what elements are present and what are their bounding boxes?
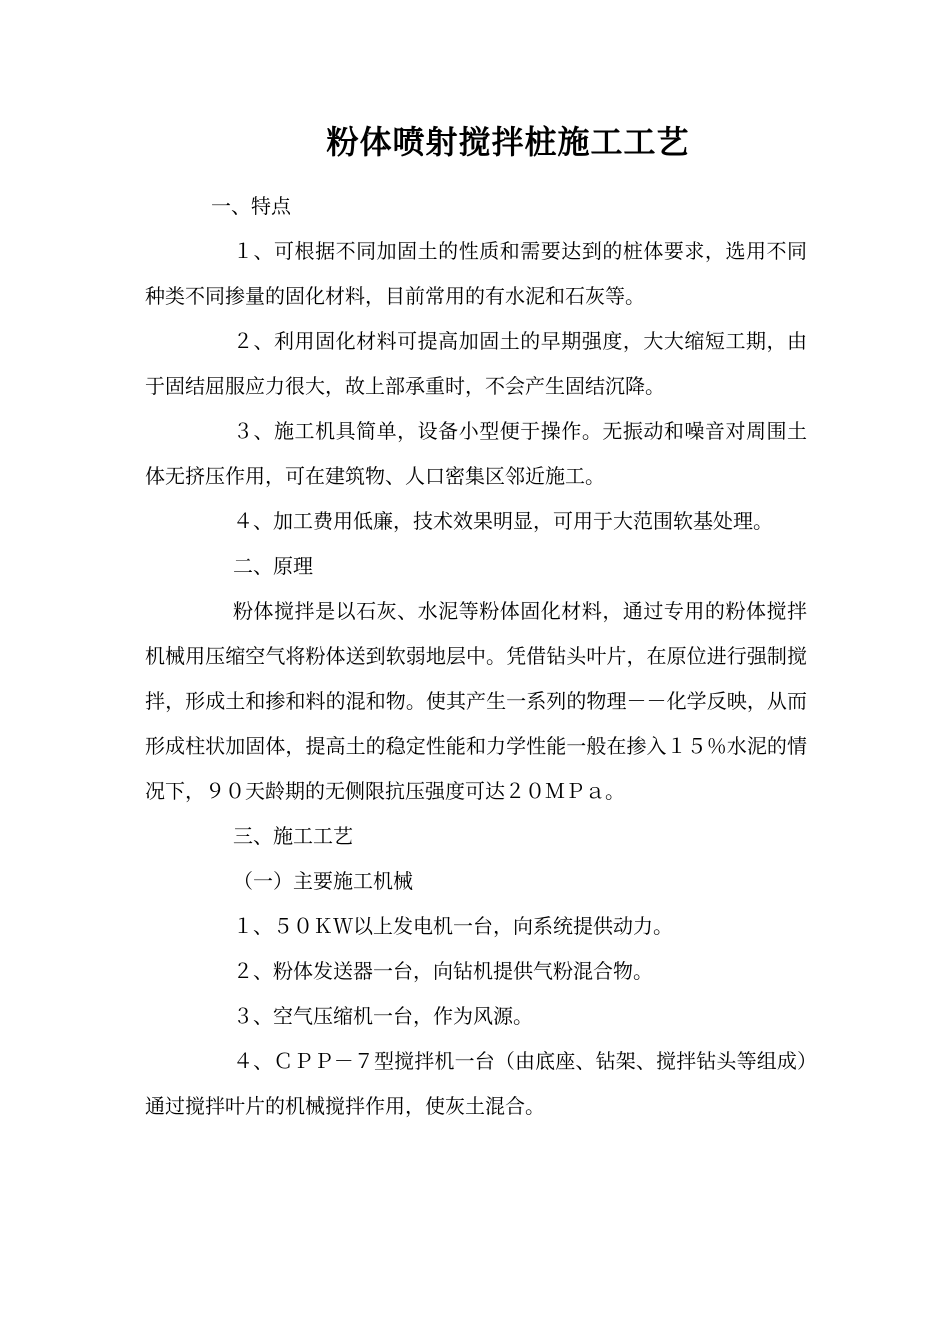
section-heading-features: 一、特点 xyxy=(211,194,291,218)
machinery-item-4: ４、ＣＰＰ－７型搅拌机一台（由底座、钻架、搅拌钻头等组成）通过搅拌叶片的机械搅拌作用，使灰土混合。 xyxy=(145,1049,807,1118)
document-body xyxy=(145,184,807,1129)
feature-item-4: ４、加工费用低廉，技术效果明显，可用于大范围软基处理。 xyxy=(233,509,773,533)
section-heading-principle: 二、原理 xyxy=(233,554,313,578)
machinery-item-3: ３、空气压缩机一台，作为风源。 xyxy=(233,1004,533,1028)
machinery-item-1: １、５０ＫＷ以上发电机一台，向系统提供动力。 xyxy=(233,914,673,938)
subsection-heading-machinery: （一）主要施工机械 xyxy=(233,869,413,893)
feature-item-1: １、可根据不同加固土的性质和需要达到的桩体要求，选用不同种类不同掺量的固化材料，目前常用的有水泥和石灰等。 xyxy=(145,239,807,308)
section-heading-process: 三、施工工艺 xyxy=(233,824,353,848)
feature-item-3: ３、施工机具简单，设备小型便于操作。无振动和噪音对周围土体无挤压作用，可在建筑物、人口密集区邻近施工。 xyxy=(145,419,807,488)
principle-paragraph: 粉体搅拌是以石灰、水泥等粉体固化材料，通过专用的粉体搅拌机械用压缩空气将粉体送到软弱地层中。凭借钻头叶片，在原位进行强制搅拌，形成土和掺和料的混和物。使其产生一系列的物理－－化学反映，从而形成柱状加固体，提高土的稳定性能和力学性能一般在掺入１５％水泥的情况下，９０天龄期的无侧限抗压强度可达２０ＭＰａ。 xyxy=(145,599,807,803)
machinery-item-2: ２、粉体发送器一台，向钻机提供气粉混合物。 xyxy=(233,959,653,983)
document-title: 粉体喷射搅拌桩施工工艺 xyxy=(326,123,690,161)
feature-item-2: ２、利用固化材料可提高加固土的早期强度，大大缩短工期，由于固结屈服应力很大，故上部承重时，不会产生固结沉降。 xyxy=(145,329,807,398)
